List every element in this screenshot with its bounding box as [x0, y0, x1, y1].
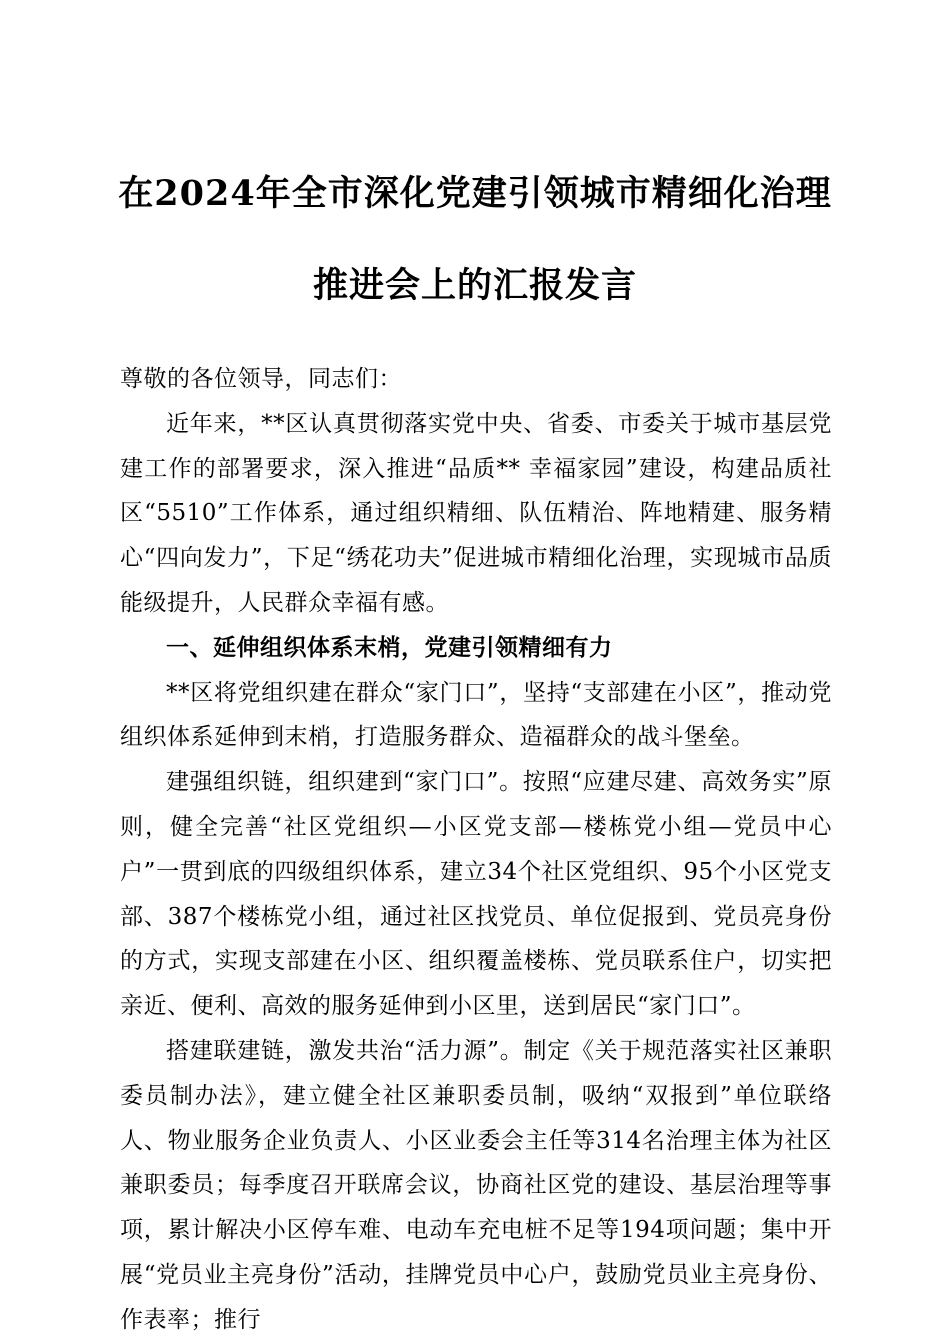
paragraph-intro: 近年来，**区认真贯彻落实党中央、省委、市委关于城市基层党建工作的部署要求，深入推进“品质** 幸福家园”建设，构建品质社区“5510”工作体系，通过组织精细、队伍精治、阵地精建、服务精心“四向发力”，下足“绣花功夫”促进城市精细化治理，实现城市品质能级提升，人民群众幸福有感。	[120, 410, 832, 616]
section-heading-1: 一、延伸组织体系末梢，党建引领精细有力	[166, 634, 613, 661]
document-body	[120, 357, 832, 1343]
paragraph-section-1-intro: **区将党组织建在群众“家门口”，坚持“支部建在小区”，推动党组织体系延伸到末梢，打造服务群众、造福群众的战斗堡垒。	[120, 679, 832, 751]
paragraph-organization-chain: 建强组织链，组织建到“家门口”。按照“应建尽建、高效务实”原则，健全完善“社区党组织—小区党支部—楼栋党小组—党员中心户”一贯到底的四级组织体系，建立34个社区党组织、95个小区党支部、387个楼栋党小组，通过社区找党员、单位促报到、党员亮身份的方式，实现支部建在小区、组织覆盖楼栋、党员联系住户，切实把亲近、便利、高效的服务延伸到小区里，送到居民“家门口”。	[120, 769, 832, 1020]
paragraph-joint-building-chain: 搭建联建链，激发共治“活力源”。制定《关于规范落实社区兼职委员制办法》，建立健全社区兼职委员制，吸纳“双报到”单位联络人、物业服务企业负责人、小区业委会主任等314名治理主体为社区兼职委员；每季度召开联席会议，协商社区党的建设、基层治理等事项，累计解决小区停车难、电动车充电桩不足等194项问题；集中开展“党员业主亮身份”活动，挂牌党员中心户，鼓励党员业主亮身份、作表率；推行	[120, 1037, 832, 1333]
document-title-line-2: 推进会上的汇报发言	[312, 265, 637, 306]
salutation: 尊敬的各位领导，同志们：	[120, 366, 402, 392]
document-title-line-1: 在2024年全市深化党建引领城市精细化治理	[118, 173, 832, 214]
